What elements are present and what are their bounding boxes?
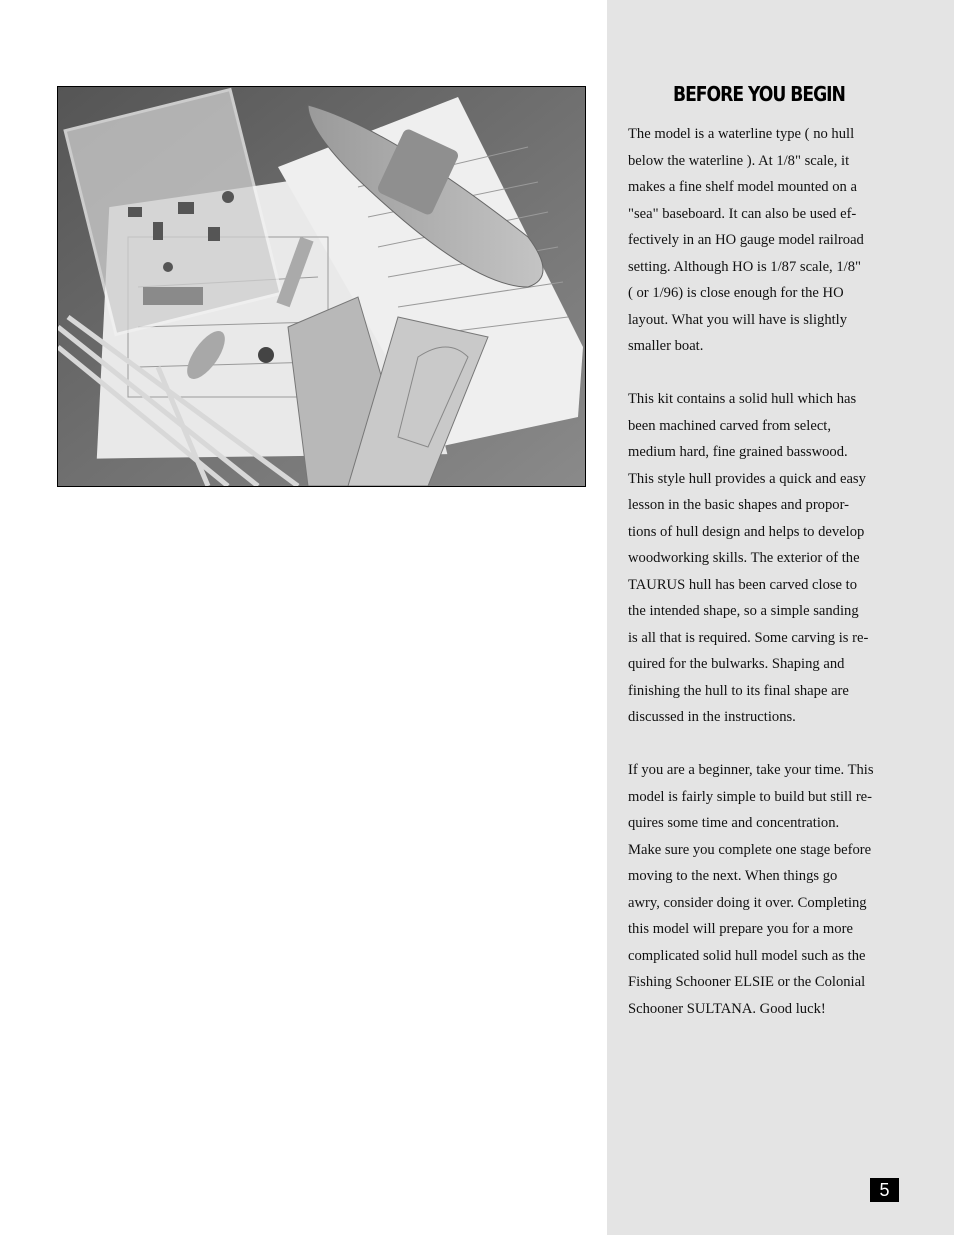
text-line: awry, consider doing it over. Completing <box>628 894 867 911</box>
text-line: "sea" baseboard. It can also be used ef- <box>628 205 857 222</box>
text-line: Make sure you complete one stage before <box>628 841 872 858</box>
text-line: discussed in the instructions. <box>628 709 796 725</box>
paragraph-scale <box>628 121 886 360</box>
paragraph-beginner <box>628 757 886 1022</box>
text-line: TAURUS hull has been carved close to <box>628 576 858 593</box>
page-number: 5 <box>870 1178 899 1202</box>
text-line: model is fairly simple to build but still re- <box>628 788 873 805</box>
text-line: medium hard, fine grained basswood. <box>628 444 848 460</box>
text-line: fectively in an HO gauge model railroad <box>628 232 864 248</box>
text-line: ( or 1/96) is close enough for the HO <box>628 285 844 301</box>
text-line: tions of hull design and helps to develop <box>628 523 865 540</box>
body-text <box>628 121 886 1049</box>
text-line: This style hull provides a quick and easy <box>628 470 866 487</box>
text-line: complicated solid hull model such as the <box>628 947 866 964</box>
text-line: lesson in the basic shapes and propor- <box>628 497 849 513</box>
paragraph-hull <box>628 386 886 731</box>
text-line: If you are a beginner, take your time. This <box>628 762 874 778</box>
text-line: smaller boat. <box>628 338 704 354</box>
text-line: This kit contains a solid hull which has <box>628 391 857 407</box>
text-line: been machined carved from select, <box>628 417 831 434</box>
section-heading: BEFORE YOU BEGIN <box>673 82 845 106</box>
text-line: woodworking skills. The exterior of the <box>628 550 860 566</box>
text-line: moving to the next. When things go <box>628 868 838 884</box>
text-line: this model will prepare you for a more <box>628 921 853 937</box>
kit-contents-illustration <box>58 87 585 486</box>
kit-contents-photo <box>57 86 586 487</box>
text-line: quired for the bulwarks. Shaping and <box>628 656 845 672</box>
text-line: finishing the hull to its final shape are <box>628 682 849 699</box>
text-line: Schooner SULTANA. Good luck! <box>628 1000 826 1017</box>
text-line: quires some time and concentration. <box>628 815 840 831</box>
text-line: Fishing Schooner ELSIE or the Colonial <box>628 974 866 990</box>
text-line: the intended shape, so a simple sanding <box>628 603 859 619</box>
text-line: The model is a waterline type ( no hull <box>628 126 855 142</box>
text-line: below the waterline ). At 1/8" scale, it <box>628 152 850 169</box>
text-line: makes a fine shelf model mounted on a <box>628 179 857 195</box>
text-line: is all that is required. Some carving is re- <box>628 629 869 646</box>
text-line: layout. What you will have is slightly <box>628 311 848 328</box>
text-line: setting. Although HO is 1/87 scale, 1/8" <box>628 258 861 275</box>
